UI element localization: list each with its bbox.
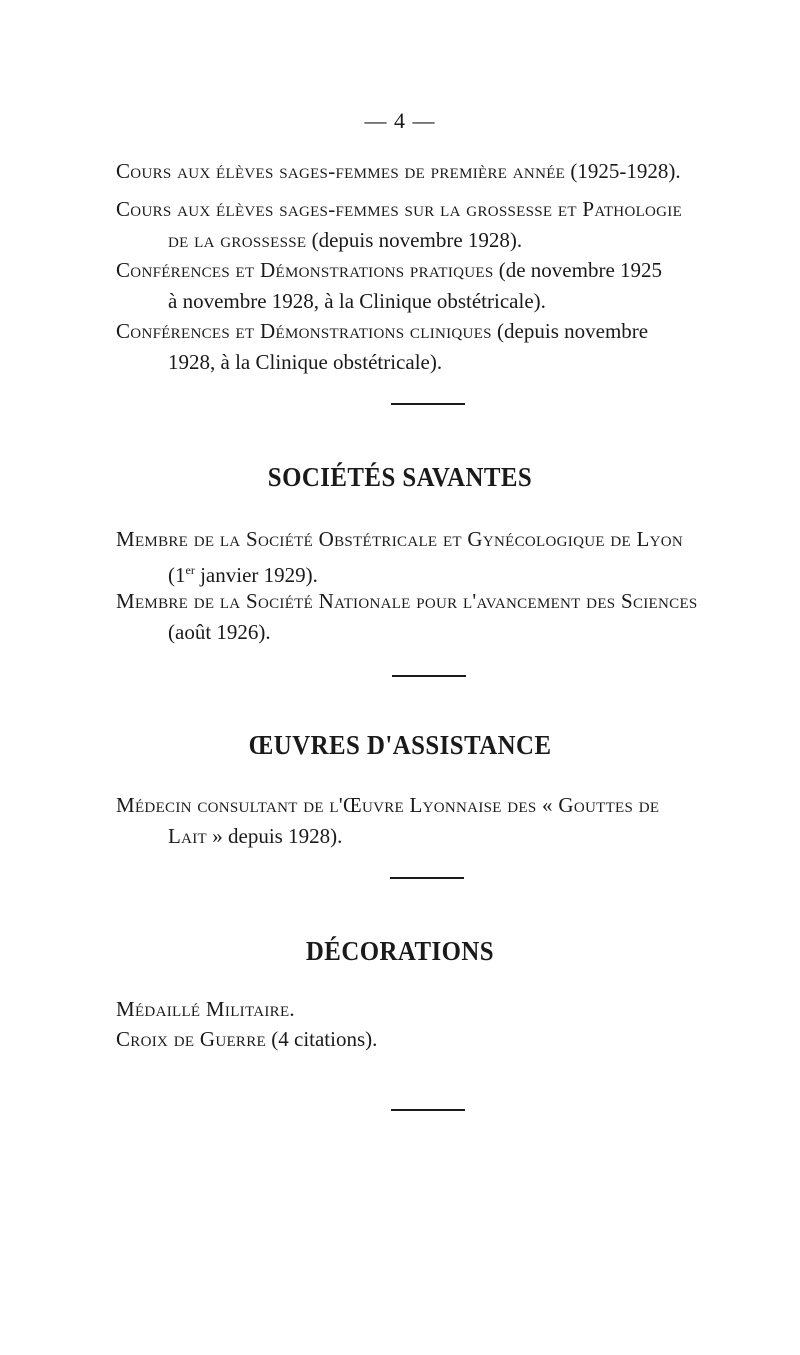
- entry-label: Conférences et Démonstrations pratiques: [116, 258, 494, 282]
- teaching-entry-1: [116, 156, 746, 187]
- entry-continuation: 1928, à la Clinique obstétricale).: [168, 350, 443, 374]
- decoration-entry-1: [116, 994, 746, 1025]
- entry-label: Médaillé Militaire: [116, 997, 290, 1021]
- entry-text: (de novembre 1925: [493, 258, 663, 282]
- entry-label: Membre de la Société Obstétricale et Gynécologique de Lyon: [116, 527, 684, 551]
- entry-label: Croix de Guerre: [116, 1027, 266, 1051]
- entry-label: Membre de la Société Nationale pour l'avancement des Sciences: [116, 589, 698, 613]
- ordinal-superscript: er: [185, 563, 195, 577]
- section-divider: [390, 877, 464, 879]
- entry-continuation-text: janvier 1929).: [194, 563, 318, 587]
- entry-continuation-label: de la grossesse: [168, 228, 307, 252]
- entry-text: (4 citations).: [266, 1027, 378, 1051]
- entry-continuation: (août 1926).: [168, 620, 271, 644]
- entry-continuation-text: » depuis 1928).: [207, 824, 343, 848]
- entry-text: (1925-1928).: [565, 159, 681, 183]
- entry-continuation-label: Lait: [168, 824, 208, 848]
- entry-continuation: [116, 225, 746, 256]
- page-number: — 4 —: [364, 108, 436, 133]
- teaching-entry-2: [116, 194, 746, 256]
- decoration-entry-2: [116, 1024, 746, 1055]
- entry-label: Médecin consultant de l'Œuvre Lyonnaise des « Gouttes de: [116, 793, 660, 817]
- entry-continuation: à novembre 1928, à la Clinique obstétricale).: [168, 289, 546, 313]
- section-heading-decorations: DÉCORATIONS: [305, 936, 495, 966]
- entry-continuation: [116, 821, 746, 852]
- oeuvre-entry-1: [116, 790, 746, 852]
- entry-label: Cours aux élèves sages-femmes de première année: [116, 159, 566, 183]
- societe-entry-2: [116, 586, 746, 648]
- teaching-entry-3: [116, 255, 746, 317]
- section-heading-societes: SOCIÉTÉS SAVANTES: [267, 462, 533, 492]
- entry-label: Cours aux élèves sages-femmes sur la grossesse et Pathologie: [116, 197, 683, 221]
- section-heading-oeuvres: ŒUVRES D'ASSISTANCE: [248, 730, 552, 760]
- entry-text: (depuis novembre: [491, 319, 649, 343]
- section-divider: [391, 1109, 465, 1111]
- section-divider: [391, 403, 465, 405]
- entry-text: .: [289, 997, 295, 1021]
- entry-continuation-prefix: (1: [168, 563, 186, 587]
- section-divider: [392, 675, 466, 677]
- entry-continuation-text: (depuis novembre 1928).: [306, 228, 523, 252]
- societe-entry-1: [116, 524, 746, 591]
- teaching-entry-4: [116, 316, 746, 378]
- entry-label: Conférences et Démonstrations cliniques: [116, 319, 492, 343]
